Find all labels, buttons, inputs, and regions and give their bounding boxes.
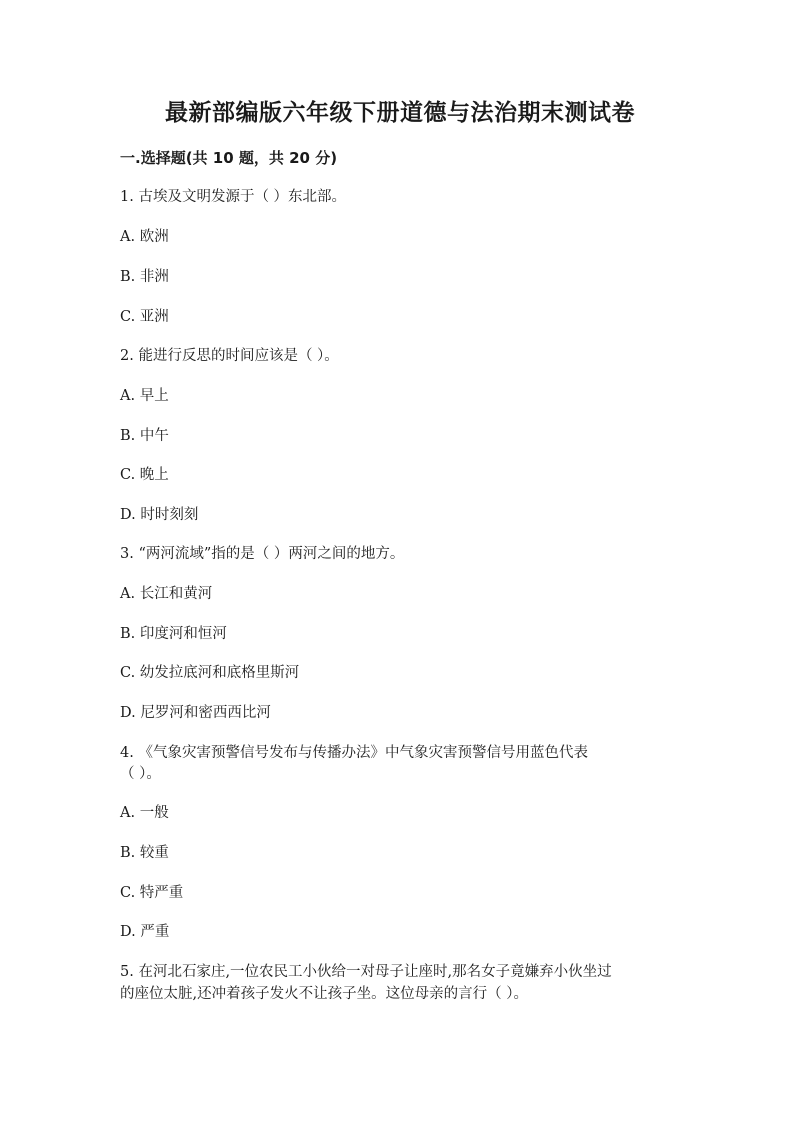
question-5-stem-line-1: 5. 在河北石家庄,一位农民工小伙给一对母子让座时,那名女子竟嫌弃小伙坐过 xyxy=(120,964,612,980)
section-heading: 一.选择题(共 10 题，共 20 分) xyxy=(120,149,338,167)
question-4-stem-line-2: （ ）。 xyxy=(120,766,161,782)
page-title: 最新部编版六年级下册道德与法治期末测试卷 xyxy=(165,100,635,126)
question-2-option-b: B. 中午 xyxy=(120,428,169,444)
question-5-stem-line-2: 的座位太脏,还冲着孩子发火不让孩子坐。这位母亲的言行（ ）。 xyxy=(120,986,528,1002)
question-1-option-a: A. 欧洲 xyxy=(120,229,169,245)
question-1-stem: 1. 古埃及文明发源于（ ）东北部。 xyxy=(120,189,347,205)
question-2-option-c: C. 晚上 xyxy=(120,467,169,483)
question-4-option-d: D. 严重 xyxy=(120,924,170,940)
question-4-option-a: A. 一般 xyxy=(120,805,169,821)
question-3-stem: 3. “两河流域”指的是（ ）两河之间的地方。 xyxy=(120,546,405,562)
question-3-option-d: D. 尼罗河和密西西比河 xyxy=(120,705,271,721)
question-1-option-c: C. 亚洲 xyxy=(120,309,169,325)
question-2-option-a: A. 早上 xyxy=(120,388,169,404)
question-3-option-a: A. 长江和黄河 xyxy=(120,586,213,602)
question-2-option-d: D. 时时刻刻 xyxy=(120,507,199,523)
question-1-option-b: B. 非洲 xyxy=(120,269,169,285)
question-3-option-b: B. 印度河和恒河 xyxy=(120,626,227,642)
question-3-option-c: C. 幼发拉底河和底格里斯河 xyxy=(120,665,300,681)
question-4-option-c: C. 特严重 xyxy=(120,885,184,901)
question-4-stem-line-1: 4. 《气象灾害预警信号发布与传播办法》中气象灾害预警信号用蓝色代表 xyxy=(120,745,588,761)
question-2-stem: 2. 能进行反思的时间应该是（ ）。 xyxy=(120,348,339,364)
question-4-option-b: B. 较重 xyxy=(120,845,169,861)
